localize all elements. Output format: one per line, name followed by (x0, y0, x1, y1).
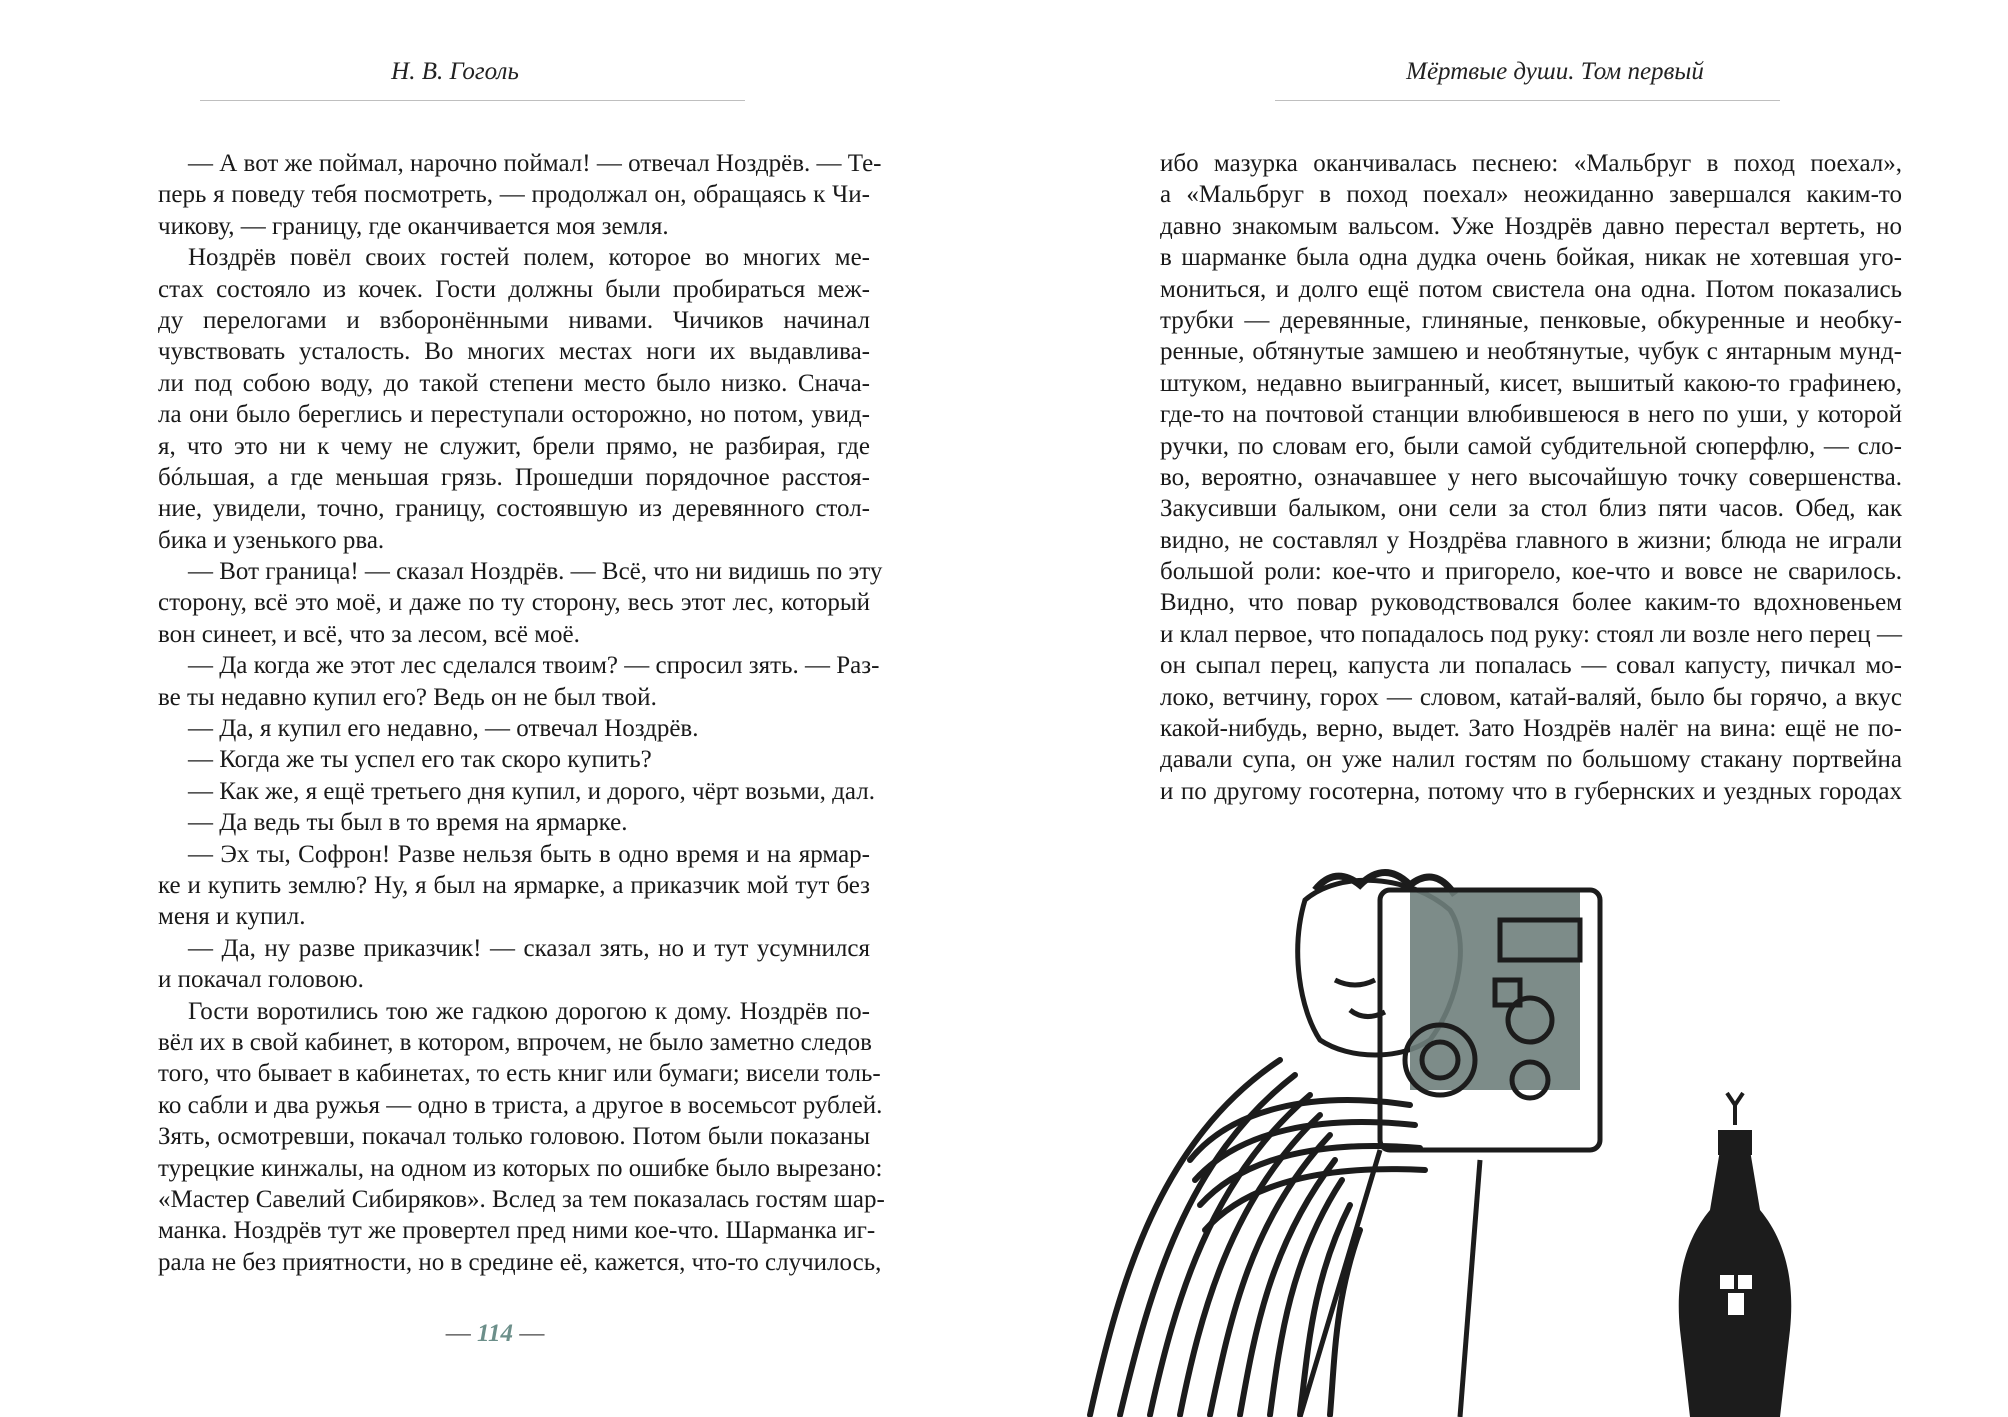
left-page-header: Н. В. Гоголь (391, 58, 519, 85)
text-line: стах состояло из кочек. Гости должны были пробираться меж- (158, 275, 870, 303)
text-line: Видно, что повар руководствовался более каким-то вдохновеньем (1160, 589, 1902, 617)
bottle (1679, 1093, 1792, 1417)
text-line: ве ты недавно купил его? Ведь он не был твой. (158, 683, 657, 711)
text-line: ибо мазурка оканчивалась песнею: «Мальбруг в поход поехал», (1160, 150, 1902, 177)
right-page-header: Мёртвые души. Том первый (1406, 58, 1704, 85)
figure-coat-stripes (1090, 1060, 1425, 1415)
text-line: где-то на почтовой станции влюбившеюся в него по уши, у которой (1160, 401, 1902, 429)
text-line: ко сабли и два ружья — одно в триста, а другое в восемьсот рублей. (158, 1091, 883, 1119)
text-line: и покачал головою. (158, 966, 364, 994)
text-line: и по другому госотерна, потому что в губернских и уездных городах (1160, 777, 1902, 805)
text-line: и клал первое, что попадалось под руку: стоял ли возле него перец — (1160, 620, 1902, 648)
text-line: в шарманке была одна дудка очень бойкая, никак не хотевшая уго- (1160, 244, 1902, 272)
text-line: — А вот же поймал, нарочно поймал! — отвечал Ноздрёв. — Те- (188, 150, 882, 177)
text-line: меня и купил. (158, 903, 306, 931)
text-line: давно знакомым вальсом. Уже Ноздрёв давно перестал вертеть, но (1160, 212, 1902, 240)
text-line: а «Мальбруг в поход поехал» неожиданно завершался каким-то (1160, 181, 1902, 209)
text-line: трубки — деревянные, глиняные, пенковые, обкуренные и необку- (1160, 306, 1902, 334)
text-line: вёл их в свой кабинет, в котором, впрочем, не было заметно следов (158, 1028, 872, 1056)
text-line: ла они было береглись и переступали осторожно, но потом, увид- (158, 401, 870, 429)
text-line: Ноздрёв повёл своих гостей полем, которое во многих ме- (188, 244, 870, 272)
text-line: мониться, и долго ещё потом свистела она одна. Потом показались (1160, 275, 1902, 303)
text-line: давали супа, он уже налил гостям по большому стакану портвейна (1160, 746, 1902, 774)
left-page-text (158, 148, 885, 1278)
page-number-dash-right: — (519, 1320, 545, 1347)
text-line: большой роли: кое-что и пригорело, кое-что и вовсе не сварилось. (1160, 558, 1902, 586)
right-page-text (1160, 148, 1902, 807)
text-line: турецкие кинжалы, на одном из которых по ошибке было вырезано: (158, 1154, 883, 1182)
text-line: Зять, осмотревши, покачал только головою. Потом были показаны (158, 1123, 870, 1151)
text-line: бика и узенького рва. (158, 526, 385, 554)
text-line: — Да, я купил его недавно, — отвечал Ноздрёв. (188, 715, 699, 743)
text-line: штуком, недавно выигранный, кисет, вышитый какою-то графинею, (1160, 369, 1902, 397)
text-line: того, что бывает в кабинетах, то есть книг или бумаги; висели толь- (158, 1060, 881, 1088)
text-line: манка. Ноздрёв тут же провертел пред ними кое-что. Шарманка иг- (158, 1217, 876, 1245)
text-line: чувствовать усталость. Во многих местах ноги их выдавлива- (158, 338, 870, 366)
text-line: перь я поведу тебя посмотреть, — продолжал он, обращаясь к Чи- (158, 181, 870, 209)
text-line: Закусивши балыком, они сели за стол близ пяти часов. Обед, как (1160, 495, 1902, 523)
left-header-rule (200, 100, 745, 101)
text-line: «Мастер Савелий Сибиряков». Вслед за тем показалась гостям шар- (158, 1185, 885, 1213)
text-line: видно, не составлял у Ноздрёва главного в жизни; блюда не играли (1160, 526, 1902, 554)
text-line: он сыпал перец, капуста ли попалась — совал капусту, пичкал мо- (1160, 652, 1902, 680)
text-line: ренные, обтянутые замшею и необтянутые, чубук с янтарным мунд- (1160, 338, 1902, 366)
text-line: я, что это ни к чему не служит, брели прямо, не разбирая, где (158, 432, 870, 460)
page-number-value: 114 (476, 1320, 514, 1347)
text-line: — Когда же ты успел его так скоро купить? (188, 746, 652, 774)
text-line: ручки, по словам его, были самой субдительной сюперфлю, — сло- (1160, 432, 1902, 460)
right-header-rule (1275, 100, 1780, 101)
text-line: какой-нибудь, верно, выдет. Зато Ноздрёв налёг на вина: ещё не по- (1160, 715, 1902, 743)
text-line: — Эх ты, Софрон! Разве нельзя быть в одно время и на ярмар- (188, 840, 870, 868)
text-line: ду перелогами и взборонёнными нивами. Чичиков начинал (158, 306, 870, 334)
text-line: — Да когда же этот лес сделался твоим? — спросил зять. — Раз- (188, 652, 880, 680)
page-number-dash-left: — (445, 1320, 471, 1347)
text-line: — Как же, я ещё третьего дня купил, и дорого, чёрт возьми, дал. (188, 777, 875, 805)
text-line: рала не без приятности, но в средине её, кажется, что-то случилось, (158, 1248, 882, 1276)
text-line: бóльшая, а где меньшая грязь. Прошедши порядочное расстоя- (158, 463, 870, 491)
text-line: вон синеет, и всё, что за лесом, всё моё. (158, 620, 580, 648)
text-line: ке и купить землю? Ну, я был на ярмарке, а приказчик мой тут без (158, 871, 870, 899)
text-line: ние, увидели, точно, границу, состоявшую из деревянного стол- (158, 495, 870, 523)
text-line: Гости воротились тою же гадкою дорогою к дому. Ноздрёв по- (188, 997, 870, 1025)
page-number (420, 1320, 570, 1348)
text-line: — Да, ну разве приказчик! — сказал зять, но и тут усумнился (188, 934, 870, 962)
text-line: сторону, всё это моё, и даже по ту сторону, весь этот лес, который (158, 589, 870, 617)
illustration-nozdryov-barrel-organ (1080, 860, 2008, 1417)
text-line: — Да ведь ты был в то время на ярмарке. (188, 809, 628, 837)
text-line: локо, ветчину, горох — словом, катай-валяй, было бы горячо, а вкус (1160, 683, 1902, 711)
text-line: — Вот граница! — сказал Ноздрёв. — Всё, что ни видишь по эту (188, 558, 883, 586)
text-line: во, вероятно, означавшее у него высочайшую точку совершенства. (1160, 463, 1902, 491)
text-line: ли под собою воду, до такой степени место было низко. Снача- (158, 369, 870, 397)
text-line: чикову, — границу, где оканчивается моя земля. (158, 212, 669, 240)
